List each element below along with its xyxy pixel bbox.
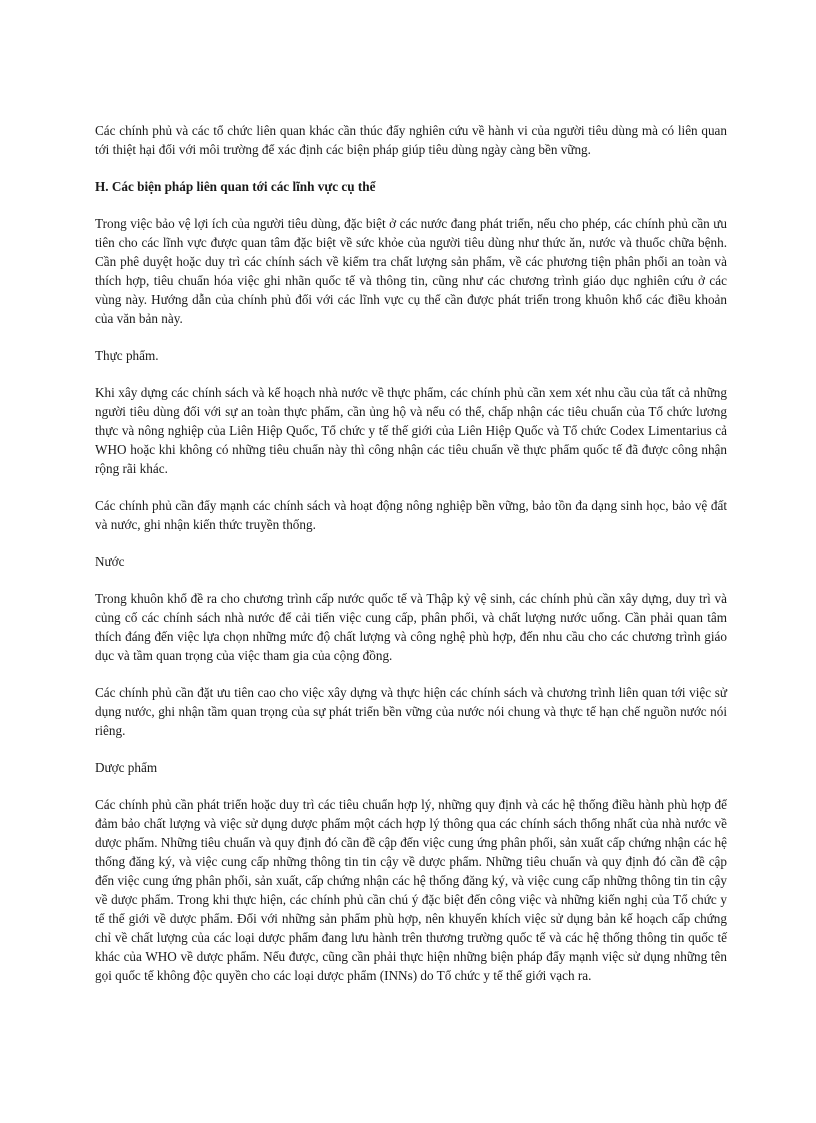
subheading-water: Nước: [95, 554, 125, 569]
paragraph-sustainable-agriculture: Các chính phủ cần đẩy mạnh các chính sách và hoạt động nông nghiệp bền vững, bảo tồn đa dạng sinh học, bảo vệ đất và nước, ghi nhận kiến thức truyền thống.: [95, 498, 727, 532]
subheading-food: Thực phẩm.: [95, 348, 159, 363]
paragraph-pharmaceutical-standards: Các chính phủ cần phát triển hoặc duy trì các tiêu chuẩn hợp lý, những quy định và các hệ thống điều hành phù hợp để đảm bảo chất lượng và việc sử dụng dược phẩm một cách hợp lý thông qua các chính sách thống nhất của nhà nước về dược phẩm. Những tiêu chuẩn và quy định đó cần đề cập đến việc cung ứng phân phối, sản xuất cấp chứng nhận các hệ thống đăng ký, và việc cung cấp những thông tin tin cậy về dược phẩm. Những tiêu chuẩn và quy định đó cần đề cập đến việc cung ứng phân phối, sản xuất, cấp chứng nhận các hệ thống đăng ký, và việc cung cấp những thông tin tin cậy về dược phẩm. Trong khi thực hiện, các chính phủ cần chú ý đặc biệt đến công việc và những kiến nghị của Tổ chức y tế thế giới về dược phẩm. Đối với những sản phẩm phù hợp, nên khuyến khích việc sử dụng bản kế hoạch cấp chứng chỉ về chất lượng của các loại dược phẩm đang lưu hành trên thương trường quốc tế và các hệ thống thông tin quốc tế khác của WHO về dược phẩm. Nếu được, cũng cần phải thực hiện những biện pháp đẩy mạnh việc sử dụng những tên gọi quốc tế không độc quyền cho các loại dược phẩm (INNs) do Tổ chức y tế thế giới vạch ra.: [95, 797, 727, 983]
paragraph-water-supply: Trong khuôn khổ đề ra cho chương trình cấp nước quốc tế và Thập kỷ vệ sinh, các chính phủ cần xây dựng, duy trì và củng cố các chính sách nhà nước để cải tiến việc cung cấp, phân phối, và chất lượng nước uống. Cần phải quan tâm thích đáng đến việc lựa chọn những mức độ chất lượng và công nghệ phù hợp, đến nhu cầu cho các chương trình giáo dục và tầm quan trọng của việc tham gia của cộng đồng.: [95, 591, 727, 663]
paragraph-priority-areas: Trong việc bảo vệ lợi ích của người tiêu dùng, đặc biệt ở các nước đang phát triển, nếu cho phép, các chính phủ cần ưu tiên cho các lĩnh vực được quan tâm đặc biệt về sức khỏe của người tiêu dùng như thức ăn, nước và thuốc chữa bệnh. Cần phê duyệt hoặc duy trì các chính sách về kiểm tra chất lượng sản phẩm, về các phương tiện phân phối an toàn và thích hợp, tiêu chuẩn hóa việc ghi nhãn quốc tế và thông tin, cũng như các chương trình giáo dục nghiên cứu ở các vùng này. Hướng dẫn của chính phủ đối với các lĩnh vực cụ thể cần được phát triển trong khuôn khổ các điều khoản của văn bản này.: [95, 216, 727, 326]
paragraph-water-use: Các chính phủ cần đặt ưu tiên cao cho việc xây dựng và thực hiện các chính sách và chương trình liên quan tới việc sử dụng nước, ghi nhận tầm quan trọng của sự phát triển bền vững của nước nói chung và thực tế hạn chế nguồn nước nói riêng.: [95, 685, 727, 738]
subheading-pharmaceuticals: Dược phẩm: [95, 760, 158, 775]
document-body: [95, 121, 727, 1003]
paragraph-consumer-research: Các chính phủ và các tổ chức liên quan khác cần thúc đẩy nghiên cứu về hành vi của người tiêu dùng mà có liên quan tới thiệt hại đối với môi trường để xác định các biện pháp giúp tiêu dùng ngày càng bền vững.: [95, 123, 727, 157]
section-heading-h: H. Các biện pháp liên quan tới các lĩnh vực cụ thể: [95, 179, 376, 194]
paragraph-food-policy: Khi xây dựng các chính sách và kế hoạch nhà nước về thực phẩm, các chính phủ cần xem xét nhu cầu của tất cả những người tiêu dùng đối với sự an toàn thực phẩm, cần ủng hộ và nếu có thể, chấp nhận các tiêu chuẩn của Tổ chức lương thực và nông nghiệp của Liên Hiệp Quốc, Tổ chức y tế thế giới của Liên Hiệp Quốc và Tổ chức Codex Limentarius cả WHO hoặc khi không có những tiêu chuẩn này thì công nhận các tiêu chuẩn về thực phẩm quốc tế đã được công nhận rộng rãi khác.: [95, 385, 727, 476]
